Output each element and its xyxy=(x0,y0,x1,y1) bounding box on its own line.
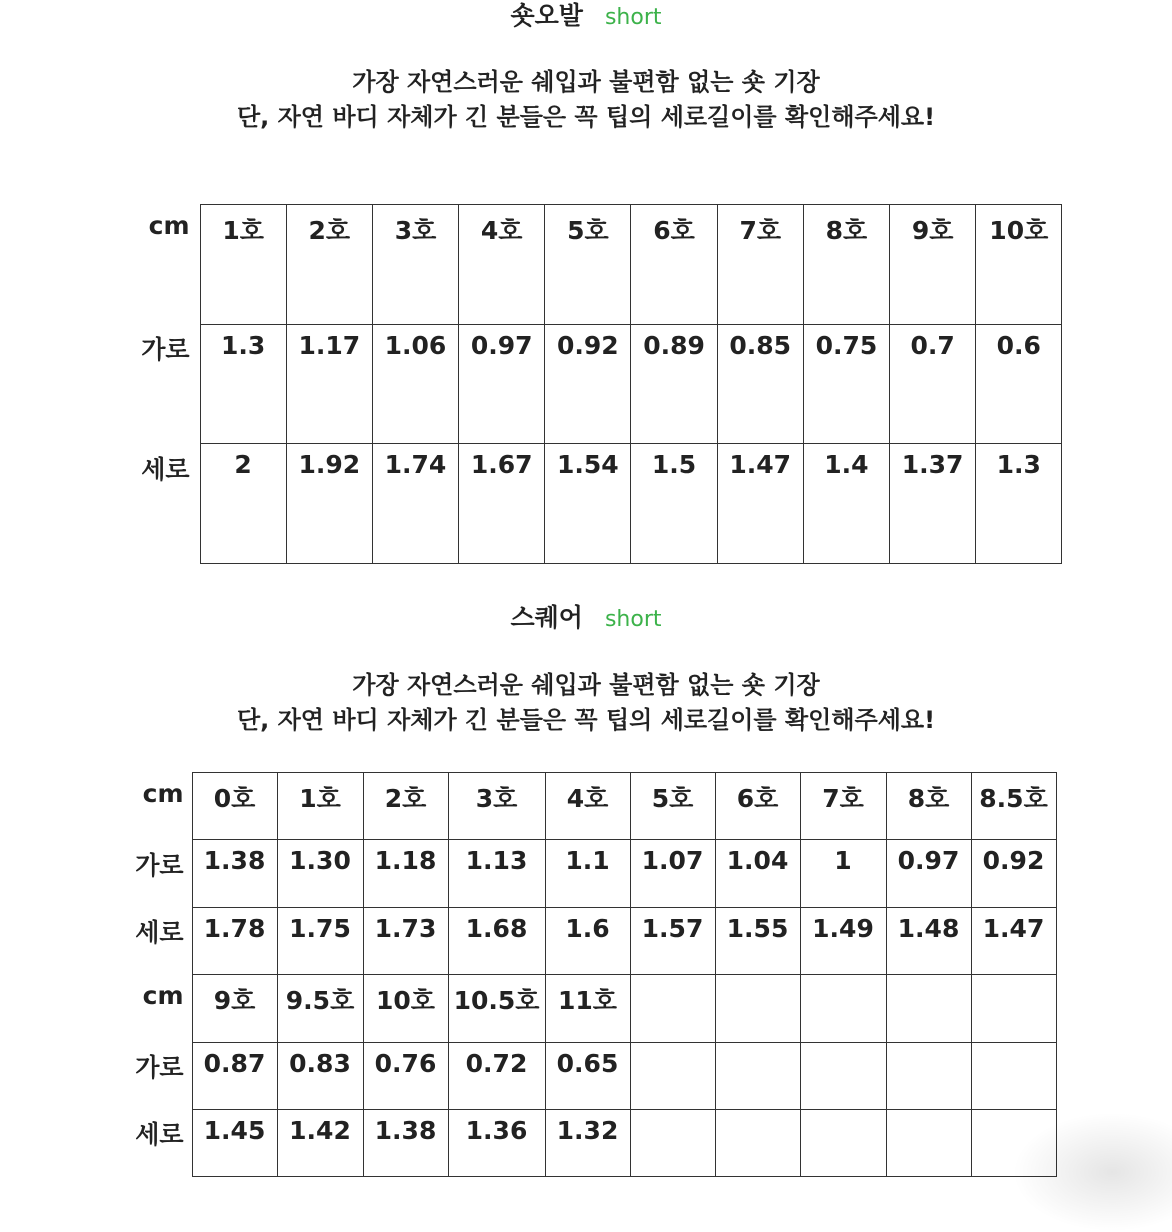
table-cell: 1.42 xyxy=(277,1109,363,1176)
table-cell: 7호 xyxy=(717,205,803,325)
section1-desc-line1: 가장 자연스러운 쉐입과 불편함 없는 숏 기장 xyxy=(352,68,820,96)
table-cell xyxy=(886,1042,971,1109)
table-cell: 1.75 xyxy=(277,907,363,974)
row-label: 가로 xyxy=(141,335,190,364)
table-cell xyxy=(886,1109,971,1176)
table-cell: 1.78 xyxy=(192,907,277,974)
table-cell xyxy=(715,1109,800,1176)
table-cell: 4호 xyxy=(459,205,545,325)
table-cell xyxy=(800,1042,886,1109)
table-cell: 1.67 xyxy=(459,444,545,564)
section1-title-row xyxy=(0,0,1172,32)
table-cell: 1.1 xyxy=(545,840,630,907)
table-cell: 3호 xyxy=(372,205,458,325)
table-row xyxy=(124,840,1056,907)
section2-tag: short xyxy=(604,607,662,632)
row-label: cm xyxy=(148,210,190,240)
table-cell: 6호 xyxy=(715,773,800,840)
table-cell: 1.3 xyxy=(200,324,286,444)
table-cell xyxy=(630,1042,715,1109)
table-cell xyxy=(971,1042,1056,1109)
table-cell xyxy=(800,1109,886,1176)
table-cell: 1.38 xyxy=(363,1109,448,1176)
table-cell xyxy=(971,975,1056,1042)
table-cell: 1.48 xyxy=(886,907,971,974)
section1-desc-line2: 단, 자연 바디 자체가 긴 분들은 꼭 팁의 세로길이를 확인해주세요! xyxy=(236,103,936,131)
table-cell: 8.5호 xyxy=(971,773,1056,840)
row-label: cm xyxy=(142,778,184,808)
table-row xyxy=(124,773,1056,840)
table-cell xyxy=(715,975,800,1042)
table-cell: 1.06 xyxy=(372,324,458,444)
table-cell: 1.49 xyxy=(800,907,886,974)
table-cell: 0.72 xyxy=(448,1042,545,1109)
table-row xyxy=(124,907,1056,974)
table-cell: 3호 xyxy=(448,773,545,840)
table-cell: 1.74 xyxy=(372,444,458,564)
table-cell: 1호 xyxy=(277,773,363,840)
table-cell: 1.13 xyxy=(448,840,545,907)
table-cell: 0.97 xyxy=(886,840,971,907)
table-row xyxy=(132,324,1062,444)
table-cell: 1 xyxy=(800,840,886,907)
table-cell: 9호 xyxy=(192,975,277,1042)
table-cell: 1.07 xyxy=(630,840,715,907)
table-cell: 1.04 xyxy=(715,840,800,907)
table-cell: 1.32 xyxy=(545,1109,630,1176)
section1-title: 숏오발 xyxy=(510,1,583,30)
table-cell: 9호 xyxy=(890,205,976,325)
table-cell: 1.73 xyxy=(363,907,448,974)
table-cell: 2호 xyxy=(286,205,372,325)
table-cell: 1호 xyxy=(200,205,286,325)
table-cell: 0.97 xyxy=(459,324,545,444)
table-cell: 1.47 xyxy=(717,444,803,564)
table-cell: 1.92 xyxy=(286,444,372,564)
table-cell: 10.5호 xyxy=(448,975,545,1042)
table-cell: 1.3 xyxy=(976,444,1062,564)
table-cell: 10호 xyxy=(976,205,1062,325)
table-cell: 2호 xyxy=(363,773,448,840)
table-cell xyxy=(630,975,715,1042)
table-row xyxy=(124,1042,1056,1109)
table-cell: 7호 xyxy=(800,773,886,840)
table-cell: 0.89 xyxy=(631,324,717,444)
table-cell: 1.18 xyxy=(363,840,448,907)
table-cell: 10호 xyxy=(363,975,448,1042)
table-row xyxy=(132,205,1062,325)
table-cell: 0.87 xyxy=(192,1042,277,1109)
table-cell: 1.36 xyxy=(448,1109,545,1176)
section2-desc-line2: 단, 자연 바디 자체가 긴 분들은 꼭 팁의 세로길이를 확인해주세요! xyxy=(236,706,936,734)
section2-size-table xyxy=(124,772,1057,1177)
table-cell: 11호 xyxy=(545,975,630,1042)
table-cell: 0.83 xyxy=(277,1042,363,1109)
table-cell: 9.5호 xyxy=(277,975,363,1042)
table-cell: 1.17 xyxy=(286,324,372,444)
row-label: 가로 xyxy=(135,850,184,880)
table-cell: 8호 xyxy=(803,205,889,325)
section2-desc-line1: 가장 자연스러운 쉐입과 불편함 없는 숏 기장 xyxy=(352,671,820,699)
table-cell: 2 xyxy=(200,444,286,564)
row-label: 세로 xyxy=(135,918,184,948)
table-row xyxy=(124,1109,1056,1176)
section1-tag: short xyxy=(604,5,662,30)
table-cell: 1.37 xyxy=(890,444,976,564)
table-cell: 1.45 xyxy=(192,1109,277,1176)
section1-description xyxy=(0,65,1172,135)
section2-title: 스퀘어 xyxy=(510,603,583,632)
table-cell: 1.5 xyxy=(631,444,717,564)
table-cell xyxy=(715,1042,800,1109)
table-cell: 1.6 xyxy=(545,907,630,974)
row-label: 가로 xyxy=(135,1053,184,1083)
table-cell: 1.57 xyxy=(630,907,715,974)
table-cell: 1.54 xyxy=(545,444,631,564)
row-label: 세로 xyxy=(141,454,190,484)
section1-size-table xyxy=(132,204,1062,564)
table-cell: 0.92 xyxy=(545,324,631,444)
table-row xyxy=(132,444,1062,564)
table-cell: 0.75 xyxy=(803,324,889,444)
table-cell: 8호 xyxy=(886,773,971,840)
table-cell: 0.92 xyxy=(971,840,1056,907)
table-cell: 0.76 xyxy=(363,1042,448,1109)
table-cell: 1.4 xyxy=(803,444,889,564)
table-cell xyxy=(800,975,886,1042)
table-cell xyxy=(886,975,971,1042)
table-cell: 0.7 xyxy=(890,324,976,444)
table-cell: 0.65 xyxy=(545,1042,630,1109)
table-cell: 1.68 xyxy=(448,907,545,974)
table-cell: 0호 xyxy=(192,773,277,840)
row-label: cm xyxy=(142,980,184,1010)
table-cell: 5호 xyxy=(630,773,715,840)
table-cell: 1.38 xyxy=(192,840,277,907)
row-label: 세로 xyxy=(135,1120,184,1150)
section2-description xyxy=(0,668,1172,738)
section2-title-row xyxy=(0,598,1172,634)
table-cell: 6호 xyxy=(631,205,717,325)
table-cell: 1.47 xyxy=(971,907,1056,974)
table-cell xyxy=(630,1109,715,1176)
table-cell: 0.85 xyxy=(717,324,803,444)
table-cell: 5호 xyxy=(545,205,631,325)
table-cell: 0.6 xyxy=(976,324,1062,444)
table-cell: 1.55 xyxy=(715,907,800,974)
table-cell: 4호 xyxy=(545,773,630,840)
table-row xyxy=(124,975,1056,1042)
table-cell: 1.30 xyxy=(277,840,363,907)
